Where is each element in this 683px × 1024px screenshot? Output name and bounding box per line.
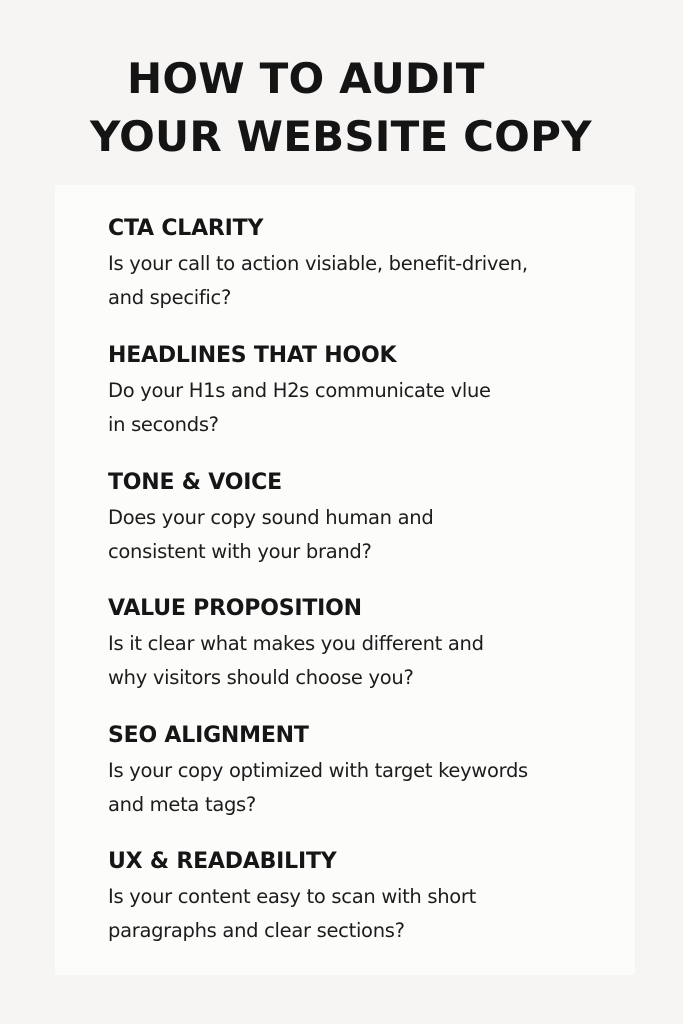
title-line-2: YOUR WEBSITE COPY <box>90 112 592 161</box>
description-line: Is it clear what makes you different and <box>108 632 484 655</box>
description-line: Is your copy optimized with target keywords <box>108 759 528 782</box>
description-line: paragraphs and clear sections? <box>108 919 405 942</box>
title-line-1: HOW TO AUDIT <box>127 54 485 103</box>
description-line: and specific? <box>108 286 232 309</box>
checklist-card <box>55 185 635 975</box>
section-heading: TONE & VOICE <box>108 470 282 495</box>
section-description <box>108 627 628 695</box>
section-tone-and-voice <box>108 469 628 569</box>
page-title <box>0 50 683 166</box>
section-ux-and-readability <box>108 848 628 948</box>
section-description <box>108 754 628 822</box>
description-line: in seconds? <box>108 413 219 436</box>
section-description <box>108 374 628 442</box>
description-line: Do your H1s and H2s communicate vlue <box>108 379 491 402</box>
description-line: Is your content easy to scan with short <box>108 885 476 908</box>
description-line: and meta tags? <box>108 793 256 816</box>
section-heading: UX & READABILITY <box>108 849 337 874</box>
description-line: Does your copy sound human and <box>108 506 434 529</box>
description-line: consistent with your brand? <box>108 540 372 563</box>
section-description <box>108 247 628 315</box>
section-heading: HEADLINES THAT HOOK <box>108 343 397 368</box>
section-heading: VALUE PROPOSITION <box>108 596 362 621</box>
section-value-proposition <box>108 595 628 695</box>
section-description <box>108 880 628 948</box>
section-heading: CTA CLARITY <box>108 216 264 241</box>
description-line: Is your call to action visiable, benefit-driven, <box>108 252 528 275</box>
section-headlines-that-hook <box>108 342 628 442</box>
section-seo-alignment <box>108 722 628 822</box>
description-line: why visitors should choose you? <box>108 666 414 689</box>
section-description <box>108 501 628 569</box>
section-heading: SEO ALIGNMENT <box>108 723 309 748</box>
section-cta-clarity <box>108 215 628 315</box>
